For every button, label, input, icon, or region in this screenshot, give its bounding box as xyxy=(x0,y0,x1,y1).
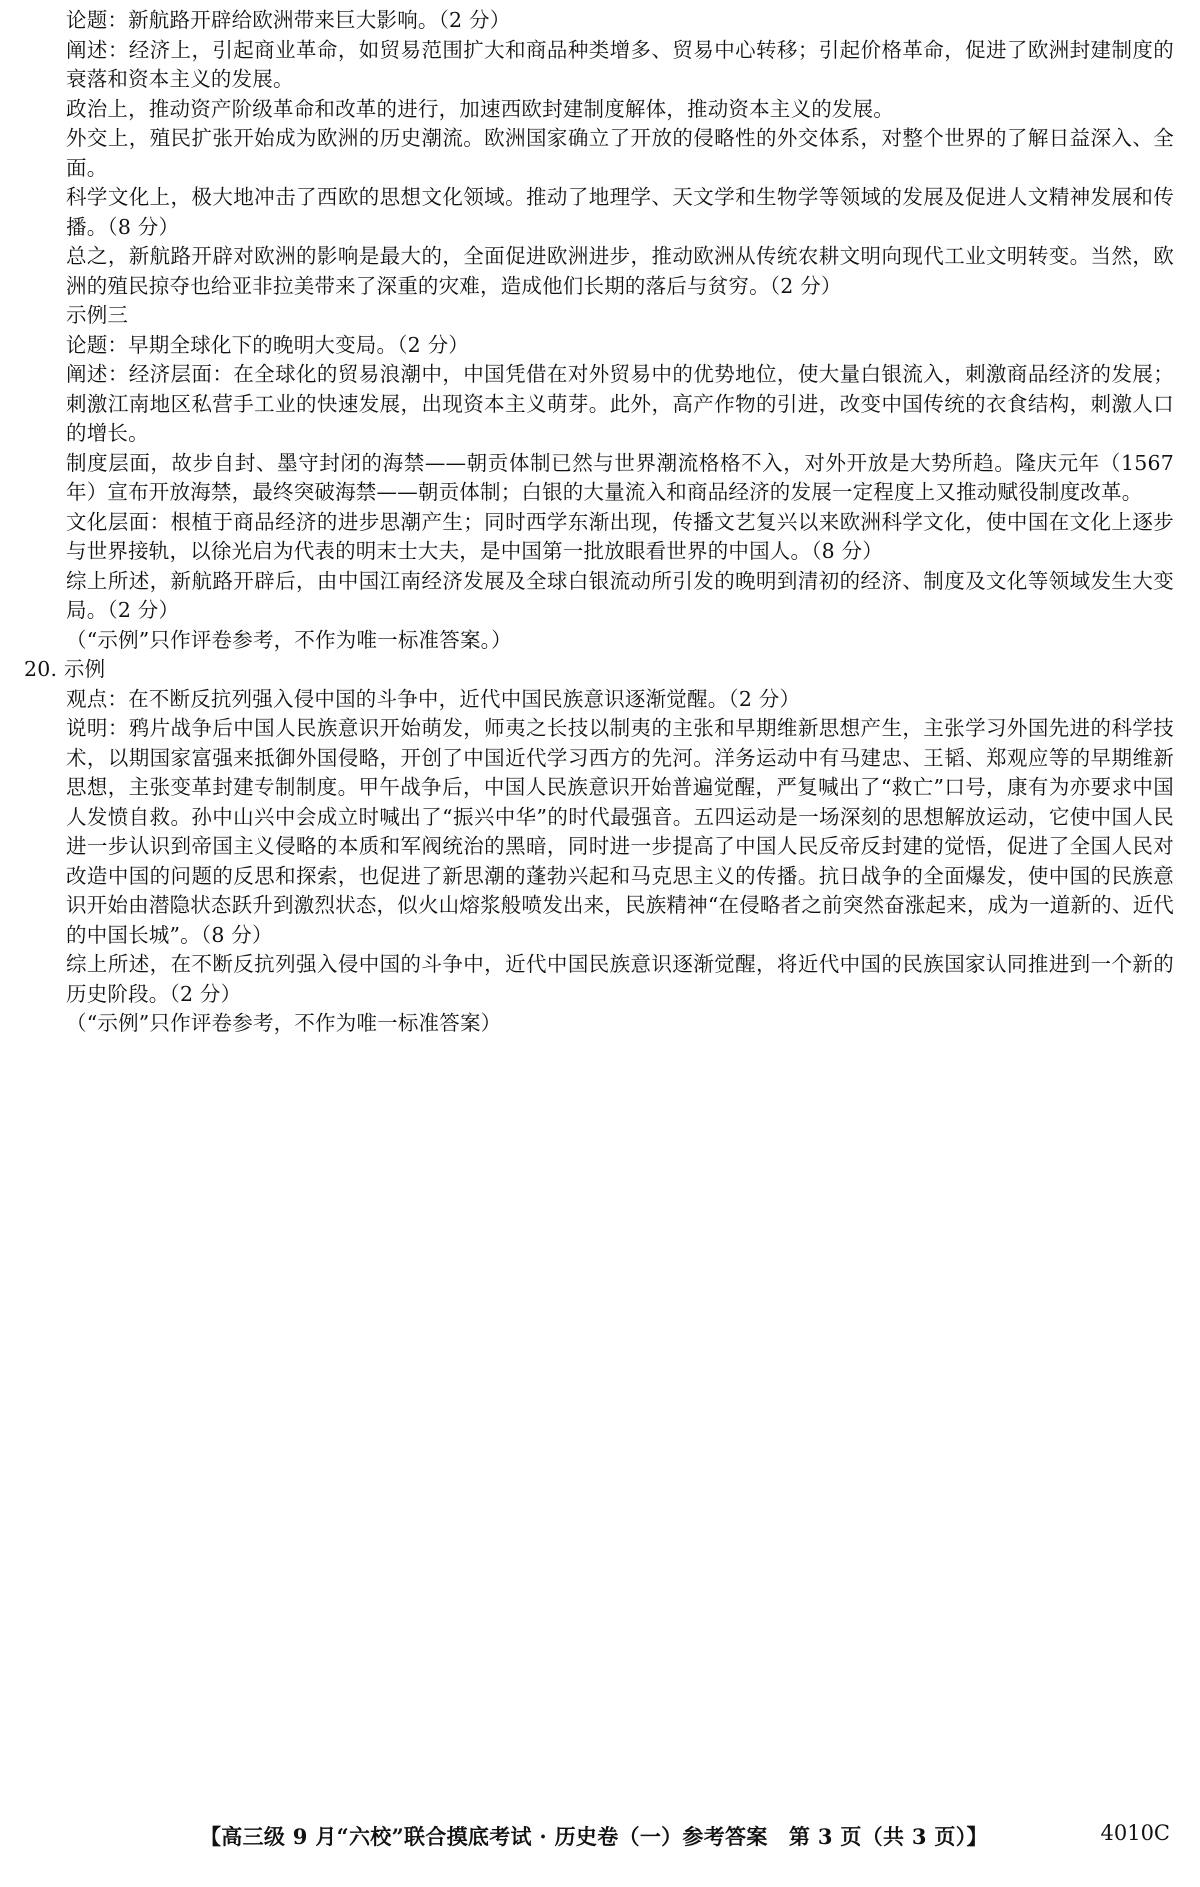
elaboration-diplomacy: 外交上，殖民扩张开始成为欧洲的历史潮流。欧洲国家确立了开放的侵略性的外交体系，对整个世界的了解日益深入、全面。 xyxy=(66,126,1174,180)
summary-europe: 总之，新航路开辟对欧洲的影响是最大的，全面促进欧洲进步，推动欧洲从传统农耕文明向现代工业文明转变。当然，欧洲的殖民掠夺也给亚非拉美带来了深重的灾难，造成他们长期的落后与贫穷。（2 分） xyxy=(66,244,1174,298)
elaboration-politics: 政治上，推动资产阶级革命和改革的进行，加速西欧封建制度解体，推动资本主义的发展。 xyxy=(66,96,894,121)
question-20-heading: 20. 示例 xyxy=(24,657,106,681)
note-example-reference: （“示例”只作评卷参考，不作为唯一标准答案。） xyxy=(66,627,512,652)
conclusion-paragraph: 综上所述，在不断反抗列强入侵中国的斗争中，近代中国民族意识逐渐觉醒，将近代中国的民族国家认同推进到一个新的历史阶段。（2 分） xyxy=(66,952,1174,1006)
note-example-reference-final: （“示例”只作评卷参考，不作为唯一标准答案） xyxy=(66,1011,502,1035)
elaboration-science-culture: 科学文化上，极大地冲击了西欧的思想文化领域。推动了地理学、天文学和生物学等领域的发展及促进人文精神发展和传播。（8 分） xyxy=(66,185,1174,239)
footer-title: 【高三级 9 月“六校”联合摸底考试 · 历史卷（一）参考答案 第 3 页（共 3 页）】 xyxy=(200,1824,988,1849)
explanation-paragraph: 说明：鸦片战争后中国人民族意识开始萌发，师夷之长技以制夷的主张和早期维新思想产生，主张学习外国先进的科学技术，以期国家富强来抵御外国侵略，开创了中国近代学习西方的先河。洋务运动中有马建忠、王韬、郑观应等的早期维新思想，主张变革封建专制制度。甲午战争后，中国人民族意识开始普遍觉醒，严复喊出了“救亡”口号，康有为亦要求中国人发愤自救。孙中山兴中会成立时喊出了“振兴中华”的时代最强音。五四运动是一场深刻的思想解放运动，它使中国人民进一步认识到帝国主义侵略的本质和军阀统治的黑暗，同时进一步提高了中国人民反帝反封建的觉悟，促进了全国人民对改造中国的问题的反思和探索，也促进了新思潮的蓬勃兴起和马克思主义的传播。抗日战争的全面爆发，使中国的民族意识开始由潜隐状态跃升到激烈状态，似火山熔浆般喷发出来，民族精神“在侵略者之前突然奋涨起来，成为一道新的、近代的中国长城”。（8 分） xyxy=(66,716,1174,947)
page-footer xyxy=(0,1821,1200,1855)
viewpoint-line: 观点：在不断反抗列强入侵中国的斗争中，近代中国民族意识逐渐觉醒。（2 分） xyxy=(66,686,801,711)
summary-late-ming: 综上所述，新航路开辟后，由中国江南经济发展及全球白银流动所引发的晚明到清初的经济、制度及文化等领域发生大变局。（2 分） xyxy=(66,568,1174,622)
thesis-line-europe: 论题：新航路开辟给欧洲带来巨大影响。（2 分） xyxy=(66,8,511,32)
example-three-heading: 示例三 xyxy=(66,303,129,327)
thesis-line-late-ming: 论题：早期全球化下的晚明大变局。（2 分） xyxy=(66,332,470,357)
elaboration-economy: 阐述：经济上，引起商业革命，如贸易范围扩大和商品种类增多、贸易中心转移；引起价格革命，促进了欧洲封建制度的衰落和资本主义的发展。 xyxy=(66,37,1174,91)
elaboration-economic-level: 阐述：经济层面：在全球化的贸易浪潮中，中国凭借在对外贸易中的优势地位，使大量白银流入，刺激商品经济的发展；刺激江南地区私营手工业的快速发展，出现资本主义萌芽。此外，高产作物的引进，改变中国传统的衣食结构，刺激人口的增长。 xyxy=(66,362,1174,445)
answer-document xyxy=(24,6,1174,1039)
elaboration-cultural-level: 文化层面：根植于商品经济的进步思潮产生；同时西学东渐出现，传播文艺复兴以来欧洲科学文化，使中国在文化上逐步与世界接轨，以徐光启为代表的明末士大夫，是中国第一批放眼看世界的中国人。（8 分） xyxy=(66,509,1174,563)
footer-code: 4010C xyxy=(1100,1821,1170,1845)
elaboration-institutional-level: 制度层面，故步自封、墨守封闭的海禁——朝贡体制已然与世界潮流格格不入，对外开放是大势所趋。隆庆元年（1567 年）宣布开放海禁，最终突破海禁——朝贡体制；白银的大量流入和商品经济的发展一定程度上又推动赋役制度改革。 xyxy=(66,450,1174,504)
